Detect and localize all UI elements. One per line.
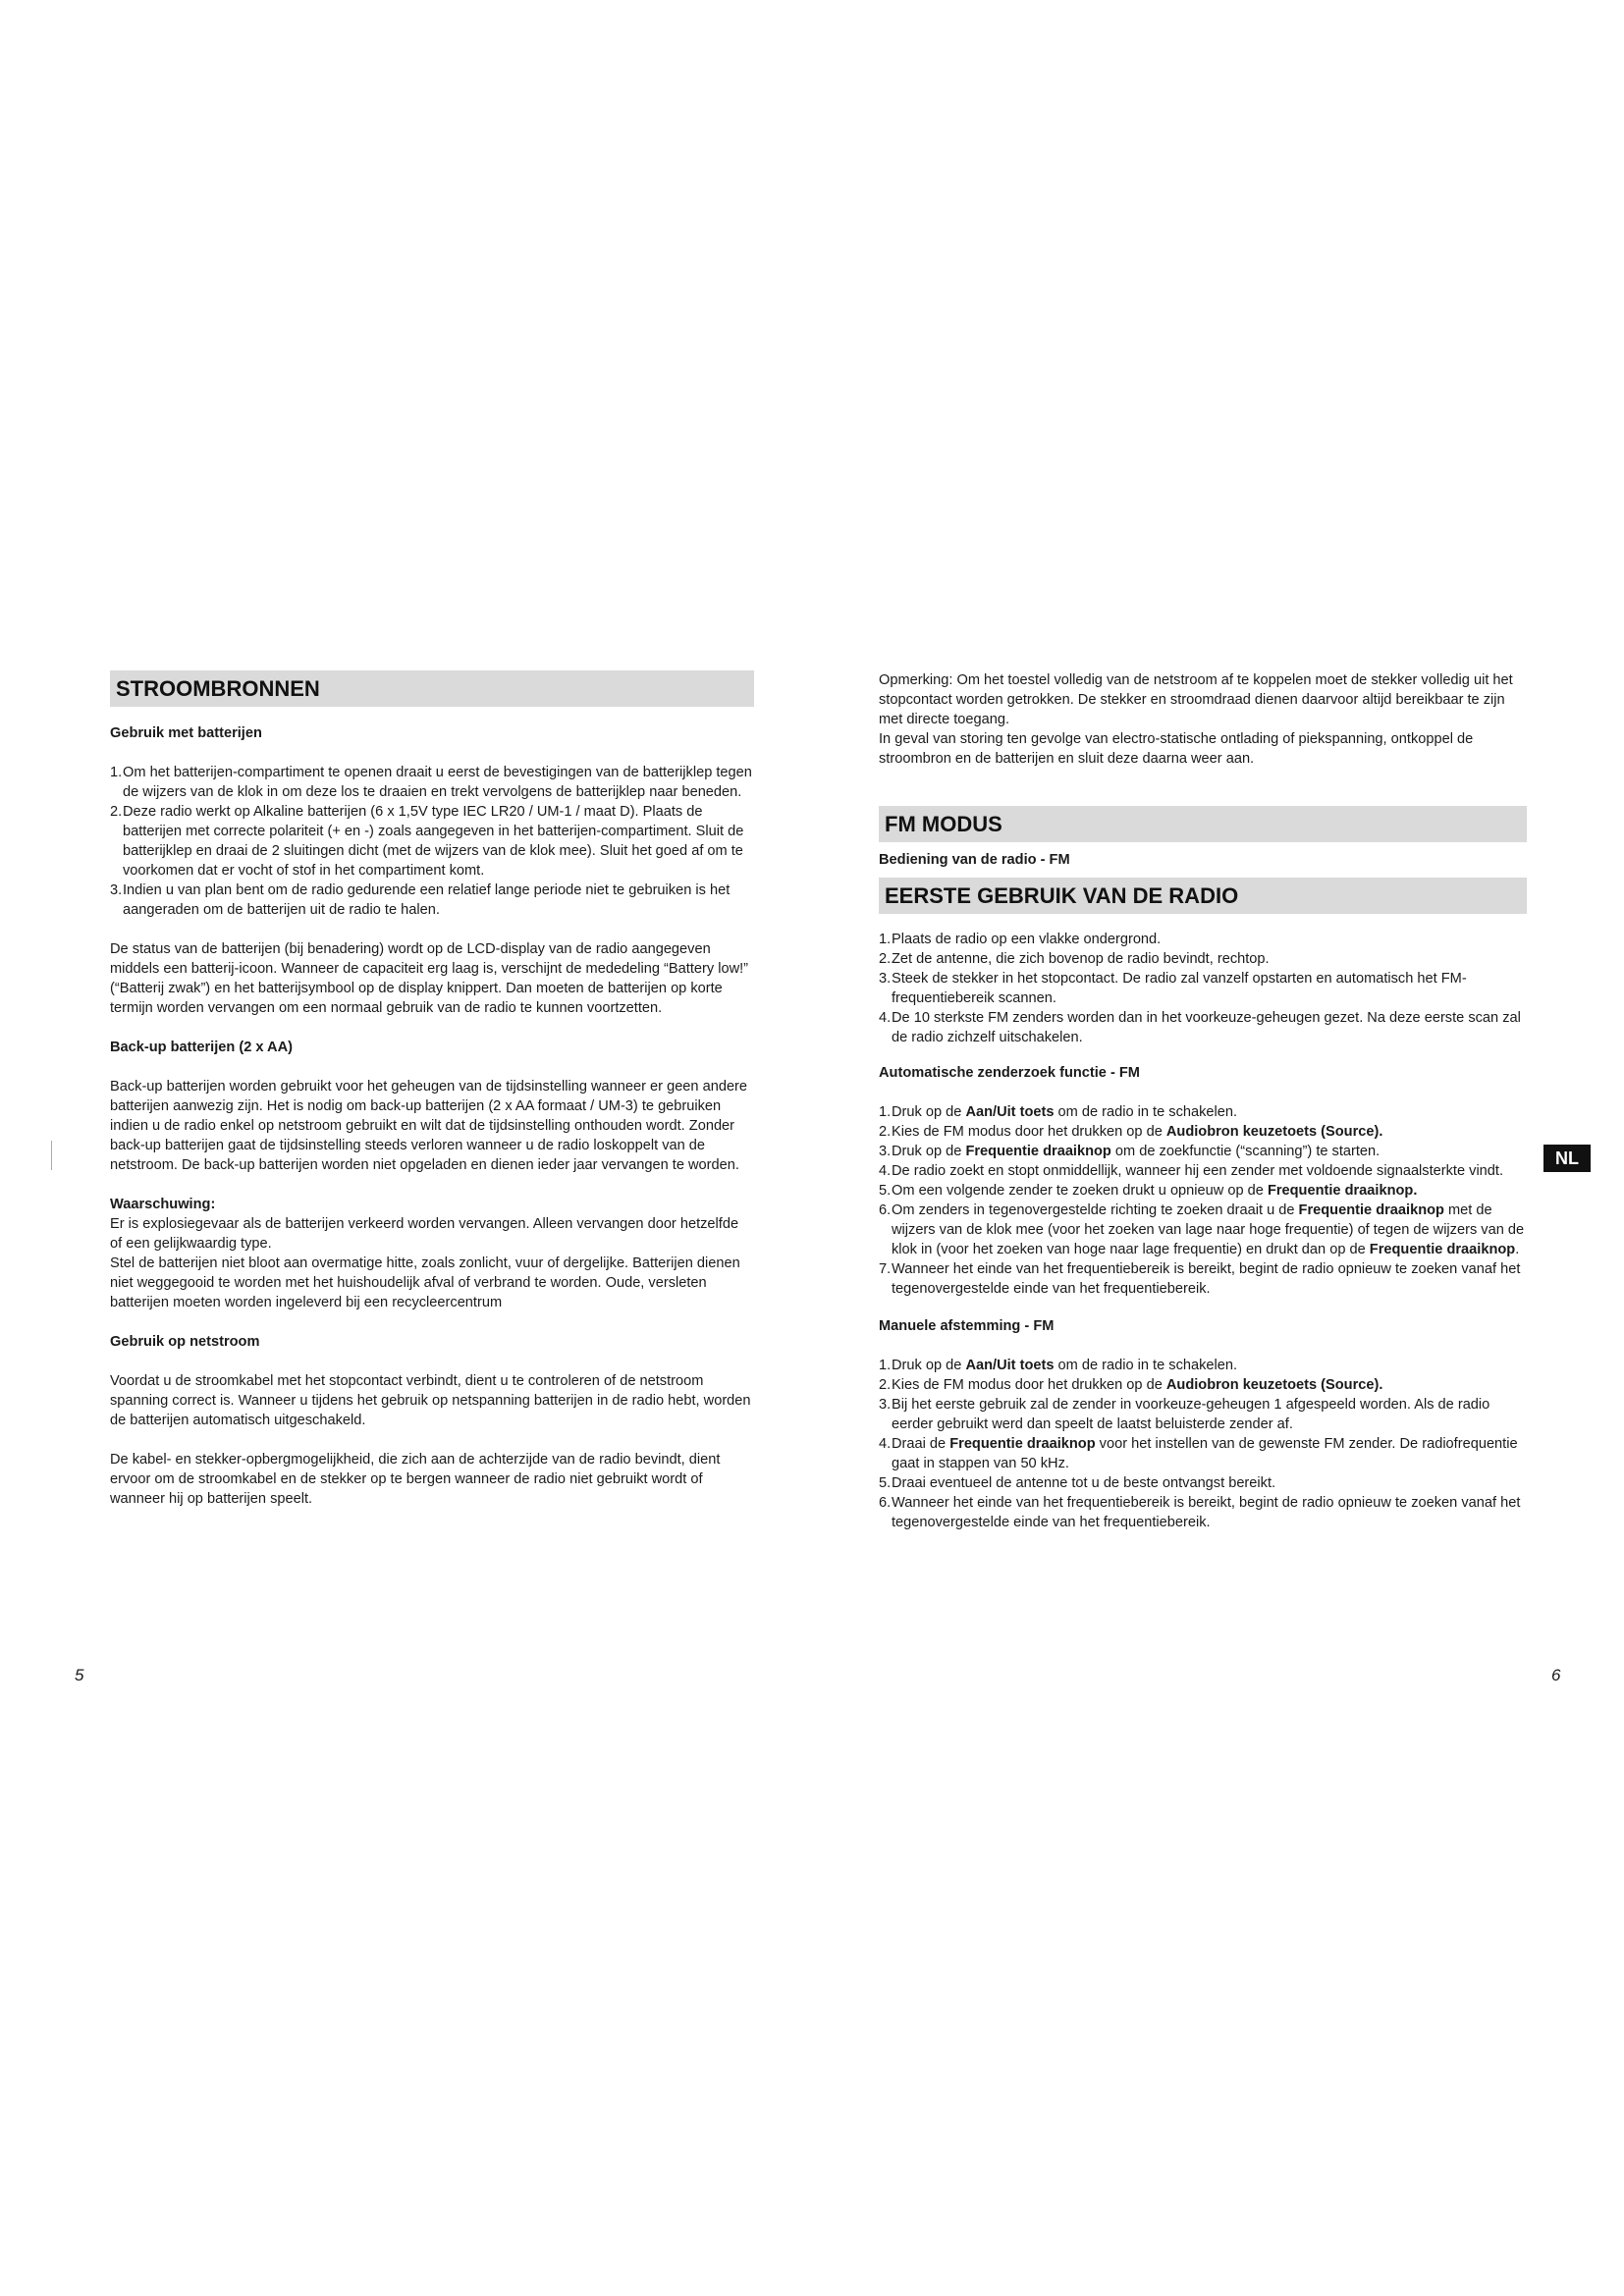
list-item: 6.Wanneer het einde van het frequentiebereik is bereikt, begint de radio opnieuw te zoeken vanaf het tegenovergestelde einde van het frequentiebereik. bbox=[879, 1495, 1521, 1530]
heading-mains: Gebruik op netstroom bbox=[110, 1334, 260, 1350]
list-item: 3.Steek de stekker in het stopcontact. De radio zal vanzelf opstarten en automatisch het FM-frequentiebereik scannen. bbox=[879, 971, 1467, 1006]
battery-steps bbox=[110, 763, 754, 920]
backup-text: Back-up batterijen worden gebruikt voor het geheugen van de tijdsinstelling wanneer er geen andere batterijen aanwezig zijn. Het is nodig om back-up batterijen (2 x AA formaat / UM-3) te gebruiken indien u de radio enkel op netstroom gebruikt en wilt dat de tijdsinstelling onthouden wordt. Zonder back-up batterijen gaat de tijdsinstelling steeds verloren wanneer u de radio loskoppelt van de netstroom. De back-up batterijen worden niet opgeladen en dienen ieder jaar vervangen te worden. bbox=[110, 1079, 748, 1173]
list-item: 4.Draai de Frequentie draaiknop voor het instellen van de gewenste FM zender. De radiofrequentie gaat in stappen van 50 kHz. bbox=[879, 1436, 1518, 1471]
manual-tuning-steps bbox=[879, 1356, 1527, 1532]
list-item: 4.De radio zoekt en stopt onmiddellijk, wanneer hij een zender met voldoende signaalsterkte vindt. bbox=[879, 1163, 1504, 1179]
list-item: 2.Kies de FM modus door het drukken op de Audiobron keuzetoets (Source). bbox=[879, 1124, 1383, 1140]
heading-backup: Back-up batterijen (2 x AA) bbox=[110, 1040, 293, 1055]
list-item: 1.Druk op de Aan/Uit toets om de radio in te schakelen. bbox=[879, 1104, 1238, 1120]
list-item: 5.Om een volgende zender te zoeken drukt u opnieuw op de Frequentie draaiknop. bbox=[879, 1183, 1418, 1199]
list-item: 5.Draai eventueel de antenne tot u de beste ontvangst bereikt. bbox=[879, 1475, 1276, 1491]
left-page bbox=[110, 670, 754, 1509]
list-item: 3.Bij het eerste gebruik zal de zender in voorkeuze-geheugen 1 afgespeeld worden. Als de radio eerder gebruikt werd dan speelt de laatst beluisterde zender af. bbox=[879, 1397, 1490, 1432]
list-item: 2.Zet de antenne, die zich bovenop de radio bevindt, rechtop. bbox=[879, 951, 1270, 967]
list-item: 2.Deze radio werkt op Alkaline batterijen (6 x 1,5V type IEC LR20 / UM-1 / maat D). Plaats de batterijen met correcte polariteit (+ en -) zoals aangegeven in het batterijen-compartiment. Sluit de batterijklep en draai de 2 sluitingen dicht (met de wijzers van de klok mee). Sluit het goed af om te voorkomen dat er vocht of stof in het compartiment komt. bbox=[110, 804, 744, 879]
list-item: 1.Om het batterijen-compartiment te openen draait u eerst de bevestigingen van de batterijklep tegen de wijzers van de klok in om deze los te draaien en trekt vervolgens de batterijklep naar beneden. bbox=[110, 765, 752, 800]
section-banner-fm: FM MODUS bbox=[879, 806, 1527, 842]
page-number-right: 6 bbox=[1551, 1666, 1561, 1684]
list-item: 6.Om zenders in tegenovergestelde richting te zoeken draait u de Frequentie draaiknop met de wijzers van de klok mee (voor het zoeken van lage naar hoge frequentie) of tegen de wijzers van de klok in (voor het zoeken van hoge naar lage frequentie) en drukt dan op de Frequentie draaiknop. bbox=[879, 1202, 1525, 1257]
list-item: 4.De 10 sterkste FM zenders worden dan in het voorkeuze-geheugen gezet. Na deze eerste scan zal de radio zichzelf uitschakelen. bbox=[879, 1010, 1521, 1045]
language-badge: NL bbox=[1543, 1145, 1591, 1172]
battery-status-text: De status van de batterijen (bij benadering) wordt op de LCD-display van de radio aangegeven middels een batterij-icoon. Wanneer de capaciteit erg laag is, verschijnt de mededeling “Battery low!” (“Batterij zwak”) en het batterijsymbool op de display knippert. Dan moeten de batterijen op korte termijn worden vervangen om een normaal gebruik van de radio te kunnen voortzetten. bbox=[110, 941, 749, 1016]
list-item: 3.Indien u van plan bent om de radio gedurende een relatief lange periode niet te gebruiken is het aangeraden om de batterijen uit de radio te halen. bbox=[110, 882, 731, 918]
list-item: 1.Druk op de Aan/Uit toets om de radio in te schakelen. bbox=[879, 1358, 1238, 1373]
note-text-2: In geval van storing ten gevolge van electro-statische ontlading of piekspanning, ontkoppel de stroombron en de batterijen en sluit deze daarna weer aan. bbox=[879, 731, 1474, 767]
heading-fm-operation: Bediening van de radio - FM bbox=[879, 852, 1070, 868]
section-banner-first-use: EERSTE GEBRUIK VAN DE RADIO bbox=[879, 878, 1527, 914]
section-banner-stroombronnen: STROOMBRONNEN bbox=[110, 670, 754, 707]
auto-scan-steps bbox=[879, 1102, 1527, 1299]
note-text-1: Opmerking: Om het toestel volledig van de netstroom af te koppelen moet de stekker volledig uit het stopcontact worden getrokken. De stekker en stroomdraad dienen daarvoor altijd bereikbaar te zijn met directe toegang. bbox=[879, 672, 1513, 727]
mains-text-1: Voordat u de stroomkabel met het stopcontact verbindt, dient u te controleren of de netstroom spanning correct is. Wanneer u tijdens het gebruik op netspanning batterijen in de radio hebt, worden de batterijen automatisch uitgeschakeld. bbox=[110, 1373, 751, 1428]
heading-warning: Waarschuwing: bbox=[110, 1197, 216, 1212]
warning-text-2: Stel de batterijen niet bloot aan overmatige hitte, zoals zonlicht, vuur of dergelijke. Batterijen dienen niet weggegooid te worden met het huishoudelijk afval of verbrand te worden. Oude, versleten batterijen moeten worden ingeleverd bij een recycleercentrum bbox=[110, 1255, 740, 1310]
heading-manual-tuning: Manuele afstemming - FM bbox=[879, 1318, 1055, 1334]
page-number-left: 5 bbox=[75, 1666, 84, 1684]
margin-mark bbox=[51, 1141, 52, 1170]
mains-text-2: De kabel- en stekker-opbergmogelijkheid, die zich aan de achterzijde van de radio bevindt, dient ervoor om de stroomkabel en de stekker op te bergen wanneer de radio niet gebruikt wordt of wanneer hij op batterijen speelt. bbox=[110, 1452, 721, 1507]
right-page bbox=[879, 670, 1527, 1532]
list-item: 1.Plaats de radio op een vlakke ondergrond. bbox=[879, 932, 1162, 947]
first-use-steps bbox=[879, 930, 1527, 1047]
list-item: 7.Wanneer het einde van het frequentiebereik is bereikt, begint de radio opnieuw te zoeken vanaf het tegenovergestelde einde van het frequentiebereik. bbox=[879, 1261, 1521, 1297]
heading-batteries: Gebruik met batterijen bbox=[110, 725, 262, 741]
heading-auto-scan: Automatische zenderzoek functie - FM bbox=[879, 1065, 1140, 1081]
list-item: 2.Kies de FM modus door het drukken op de Audiobron keuzetoets (Source). bbox=[879, 1377, 1383, 1393]
list-item: 3.Druk op de Frequentie draaiknop om de zoekfunctie (“scanning”) te starten. bbox=[879, 1144, 1380, 1159]
warning-text-1: Er is explosiegevaar als de batterijen verkeerd worden vervangen. Alleen vervangen door hetzelfde of een gelijkwaardig type. bbox=[110, 1216, 739, 1252]
